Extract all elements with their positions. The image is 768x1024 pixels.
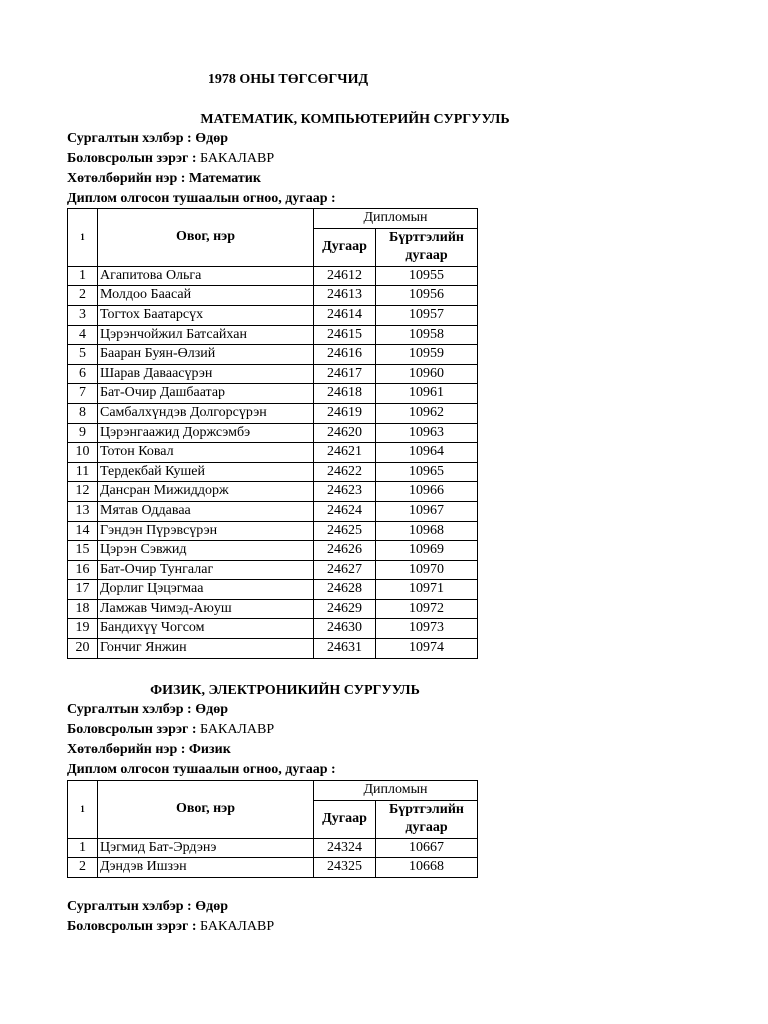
- graduate-name: Цэгмид Бат-Эрдэнэ: [98, 838, 314, 858]
- graduate-name: Тердекбай Кушей: [98, 462, 314, 482]
- training-form-value: Өдөр: [195, 702, 228, 717]
- row-number: 12: [68, 482, 98, 502]
- table-row: [68, 482, 478, 502]
- diploma-number: 24325: [314, 858, 376, 878]
- degree-value: БАКАЛАВР: [200, 919, 275, 934]
- header-name: Овог, нэр: [98, 781, 314, 839]
- header-diploma-group: Дипломын: [314, 781, 478, 801]
- diploma-number: 24628: [314, 580, 376, 600]
- diploma-number: 24623: [314, 482, 376, 502]
- row-number: 8: [68, 403, 98, 423]
- section-3-meta: [67, 897, 274, 937]
- header-diploma-number: Дугаар: [314, 800, 376, 838]
- graduate-name: Дорлиг Цэцэгмаа: [98, 580, 314, 600]
- diploma-number: 24618: [314, 384, 376, 404]
- table-row: [68, 521, 478, 541]
- registration-number: 10963: [376, 423, 478, 443]
- training-form-label: Сургалтын хэлбэр :: [67, 899, 192, 914]
- graduate-name: Цэрэнчойжил Батсайхан: [98, 325, 314, 345]
- graduate-name: Гэндэн Пүрэвсүрэн: [98, 521, 314, 541]
- row-number: 9: [68, 423, 98, 443]
- diploma-number: 24629: [314, 599, 376, 619]
- registration-number: 10961: [376, 384, 478, 404]
- registration-number: 10955: [376, 266, 478, 286]
- graduate-name: Гончиг Янжин: [98, 639, 314, 659]
- registration-number: 10957: [376, 305, 478, 325]
- registration-number: 10668: [376, 858, 478, 878]
- registration-number: 10971: [376, 580, 478, 600]
- row-number: 7: [68, 384, 98, 404]
- registration-number: 10974: [376, 639, 478, 659]
- document-title: 1978 ОНЫ ТӨГСӨГЧИД: [207, 72, 369, 87]
- table-row: [68, 462, 478, 482]
- training-form-value: Өдөр: [195, 899, 228, 914]
- diploma-number: 24324: [314, 838, 376, 858]
- diploma-number: 24621: [314, 443, 376, 463]
- header-diploma-number: Дугаар: [314, 228, 376, 266]
- diploma-order-line: [67, 760, 336, 780]
- section-2-meta: [67, 700, 336, 780]
- row-number: 2: [68, 858, 98, 878]
- row-number: 11: [68, 462, 98, 482]
- table-row: [68, 541, 478, 561]
- training-form-label: Сургалтын хэлбэр :: [67, 131, 192, 146]
- diploma-number: 24619: [314, 403, 376, 423]
- graduate-name: Молдоо Баасай: [98, 286, 314, 306]
- graduate-name: Бааран Буян-Өлзий: [98, 345, 314, 365]
- table-row: [68, 364, 478, 384]
- registration-number: 10964: [376, 443, 478, 463]
- program-value: Физик: [188, 742, 231, 757]
- registration-number: 10958: [376, 325, 478, 345]
- section-1-meta: [67, 129, 336, 209]
- row-number: 13: [68, 501, 98, 521]
- graduates-table-physics: [67, 780, 478, 878]
- degree-line: [67, 149, 336, 169]
- row-number: 1: [68, 838, 98, 858]
- diploma-number: 24613: [314, 286, 376, 306]
- registration-number: 10965: [376, 462, 478, 482]
- program-line: [67, 169, 336, 189]
- table-row: [68, 580, 478, 600]
- graduate-name: Тотон Ковал: [98, 443, 314, 463]
- diploma-number: 24616: [314, 345, 376, 365]
- table-body: [68, 266, 478, 658]
- graduate-name: Мятав Оддаваа: [98, 501, 314, 521]
- registration-number: 10967: [376, 501, 478, 521]
- header-registration-line2: дугаар: [376, 247, 478, 266]
- training-form-line: [67, 700, 336, 720]
- row-number: 1: [68, 266, 98, 286]
- program-value: Математик: [188, 171, 261, 186]
- diploma-number: 24625: [314, 521, 376, 541]
- graduate-name: Дансран Мижиддорж: [98, 482, 314, 502]
- row-number: 4: [68, 325, 98, 345]
- diploma-order-label: Диплом олгосон тушаалын огноо, дугаар :: [67, 762, 336, 777]
- graduate-name: Тогтох Баатарсүх: [98, 305, 314, 325]
- section-1-school-title: МАТЕМАТИК, КОМПЬЮТЕРИЙН СУРГУУЛЬ: [200, 112, 510, 127]
- header-number: 1: [68, 781, 98, 839]
- diploma-number: 24615: [314, 325, 376, 345]
- diploma-number: 24631: [314, 639, 376, 659]
- diploma-number: 24624: [314, 501, 376, 521]
- table-row: [68, 345, 478, 365]
- registration-number: 10956: [376, 286, 478, 306]
- training-form-label: Сургалтын хэлбэр :: [67, 702, 192, 717]
- registration-number: 10970: [376, 560, 478, 580]
- table-row: [68, 639, 478, 659]
- registration-number: 10973: [376, 619, 478, 639]
- row-number: 20: [68, 639, 98, 659]
- registration-number: 10962: [376, 403, 478, 423]
- table-row: [68, 619, 478, 639]
- registration-number: 10969: [376, 541, 478, 561]
- row-number: 10: [68, 443, 98, 463]
- header-name: Овог, нэр: [98, 209, 314, 267]
- diploma-order-label: Диплом олгосон тушаалын огноо, дугаар :: [67, 191, 336, 206]
- graduate-name: Шарав Даваасүрэн: [98, 364, 314, 384]
- row-number: 15: [68, 541, 98, 561]
- degree-line: [67, 720, 336, 740]
- table-row: [68, 266, 478, 286]
- row-number: 6: [68, 364, 98, 384]
- training-form-line: [67, 129, 336, 149]
- diploma-number: 24620: [314, 423, 376, 443]
- table-row: [68, 403, 478, 423]
- graduate-name: Бат-Очир Дашбаатар: [98, 384, 314, 404]
- degree-label: Боловсролын зэрэг :: [67, 722, 197, 737]
- diploma-number: 24617: [314, 364, 376, 384]
- graduate-name: Дэндэв Ишзэн: [98, 858, 314, 878]
- row-number: 14: [68, 521, 98, 541]
- table-row: [68, 305, 478, 325]
- training-form-line: [67, 897, 274, 917]
- header-diploma-group: Дипломын: [314, 209, 478, 229]
- header-registration-line1: Бүртгэлийн: [376, 800, 478, 819]
- graduate-name: Цэрэн Сэвжид: [98, 541, 314, 561]
- registration-number: 10966: [376, 482, 478, 502]
- section-2-school-title: ФИЗИК, ЭЛЕКТРОНИКИЙН СУРГУУЛЬ: [150, 683, 420, 698]
- graduate-name: Самбалхүндэв Долгорсүрэн: [98, 403, 314, 423]
- diploma-number: 24612: [314, 266, 376, 286]
- table-row: [68, 384, 478, 404]
- registration-number: 10968: [376, 521, 478, 541]
- table-row: [68, 858, 478, 878]
- training-form-value: Өдөр: [195, 131, 228, 146]
- row-number: 3: [68, 305, 98, 325]
- graduate-name: Агапитова Ольга: [98, 266, 314, 286]
- graduate-name: Бат-Очир Тунгалаг: [98, 560, 314, 580]
- diploma-number: 24630: [314, 619, 376, 639]
- program-line: [67, 740, 336, 760]
- table-row: [68, 838, 478, 858]
- graduate-name: Бандихүү Чогсом: [98, 619, 314, 639]
- registration-number: 10960: [376, 364, 478, 384]
- row-number: 16: [68, 560, 98, 580]
- table-row: [68, 501, 478, 521]
- registration-number: 10959: [376, 345, 478, 365]
- table-body: [68, 838, 478, 877]
- row-number: 19: [68, 619, 98, 639]
- table-row: [68, 599, 478, 619]
- diploma-number: 24622: [314, 462, 376, 482]
- degree-value: БАКАЛАВР: [200, 722, 275, 737]
- graduate-name: Ламжав Чимэд-Аюуш: [98, 599, 314, 619]
- diploma-number: 24614: [314, 305, 376, 325]
- header-number: 1: [68, 209, 98, 267]
- row-number: 17: [68, 580, 98, 600]
- row-number: 18: [68, 599, 98, 619]
- degree-value: БАКАЛАВР: [200, 151, 275, 166]
- program-label: Хөтөлбөрийн нэр :: [67, 171, 186, 186]
- table-row: [68, 443, 478, 463]
- program-label: Хөтөлбөрийн нэр :: [67, 742, 186, 757]
- diploma-order-line: [67, 189, 336, 209]
- graduates-table-math: [67, 208, 478, 659]
- degree-label: Боловсролын зэрэг :: [67, 919, 197, 934]
- header-registration-line1: Бүртгэлийн: [376, 228, 478, 247]
- row-number: 5: [68, 345, 98, 365]
- diploma-number: 24626: [314, 541, 376, 561]
- header-registration-line2: дугаар: [376, 819, 478, 838]
- table-row: [68, 286, 478, 306]
- degree-line: [67, 917, 274, 937]
- registration-number: 10667: [376, 838, 478, 858]
- diploma-number: 24627: [314, 560, 376, 580]
- table-row: [68, 423, 478, 443]
- graduate-name: Цэрэнгаажид Доржсэмбэ: [98, 423, 314, 443]
- table-row: [68, 560, 478, 580]
- degree-label: Боловсролын зэрэг :: [67, 151, 197, 166]
- table-row: [68, 325, 478, 345]
- row-number: 2: [68, 286, 98, 306]
- registration-number: 10972: [376, 599, 478, 619]
